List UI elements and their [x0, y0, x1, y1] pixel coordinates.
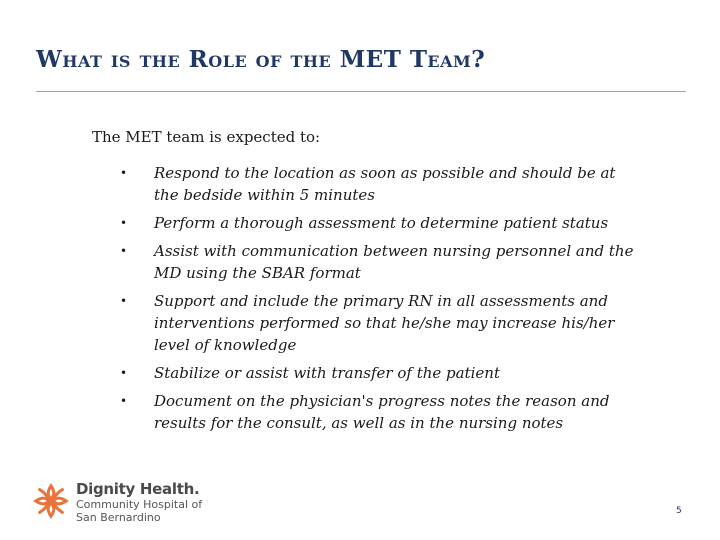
- slide-title: What is the Role of the MET Team?: [36, 46, 486, 73]
- bullet-icon: •: [120, 166, 128, 180]
- bullet-icon: •: [120, 216, 128, 230]
- bullet-list: [120, 162, 640, 440]
- title-divider: [36, 91, 686, 92]
- bullet-icon: •: [120, 244, 128, 258]
- bullet-item: [120, 290, 640, 356]
- bullet-text: Stabilize or assist with transfer of the patient: [154, 364, 500, 382]
- bullet-icon: •: [120, 366, 128, 380]
- bullet-icon: •: [120, 294, 128, 308]
- bullet-item: [120, 212, 640, 234]
- page-number: 5: [676, 506, 682, 516]
- bullet-item: [120, 362, 640, 384]
- logo-line-1: Community Hospital of: [76, 498, 203, 511]
- dignity-health-star-icon: [32, 482, 70, 520]
- bullet-item: [120, 390, 640, 434]
- intro-text: The MET team is expected to:: [92, 128, 321, 146]
- logo-line-2: San Bernardino: [76, 511, 161, 524]
- bullet-text: Support and include the primary RN in all assessments and interventions performed so that he/she may increase his/her level of knowledge: [154, 292, 615, 354]
- logo-brand: Dignity Health.: [76, 480, 200, 498]
- logo: [32, 480, 202, 524]
- bullet-item: [120, 162, 640, 206]
- bullet-icon: •: [120, 394, 128, 408]
- bullet-text: Document on the physician's progress notes the reason and results for the consult, as well as in the nursing notes: [154, 392, 610, 432]
- bullet-item: [120, 240, 640, 284]
- bullet-text: Perform a thorough assessment to determine patient status: [154, 214, 609, 232]
- bullet-text: Respond to the location as soon as possible and should be at the bedside within 5 minutes: [154, 164, 616, 204]
- bullet-text: Assist with communication between nursing personnel and the MD using the SBAR format: [154, 242, 634, 282]
